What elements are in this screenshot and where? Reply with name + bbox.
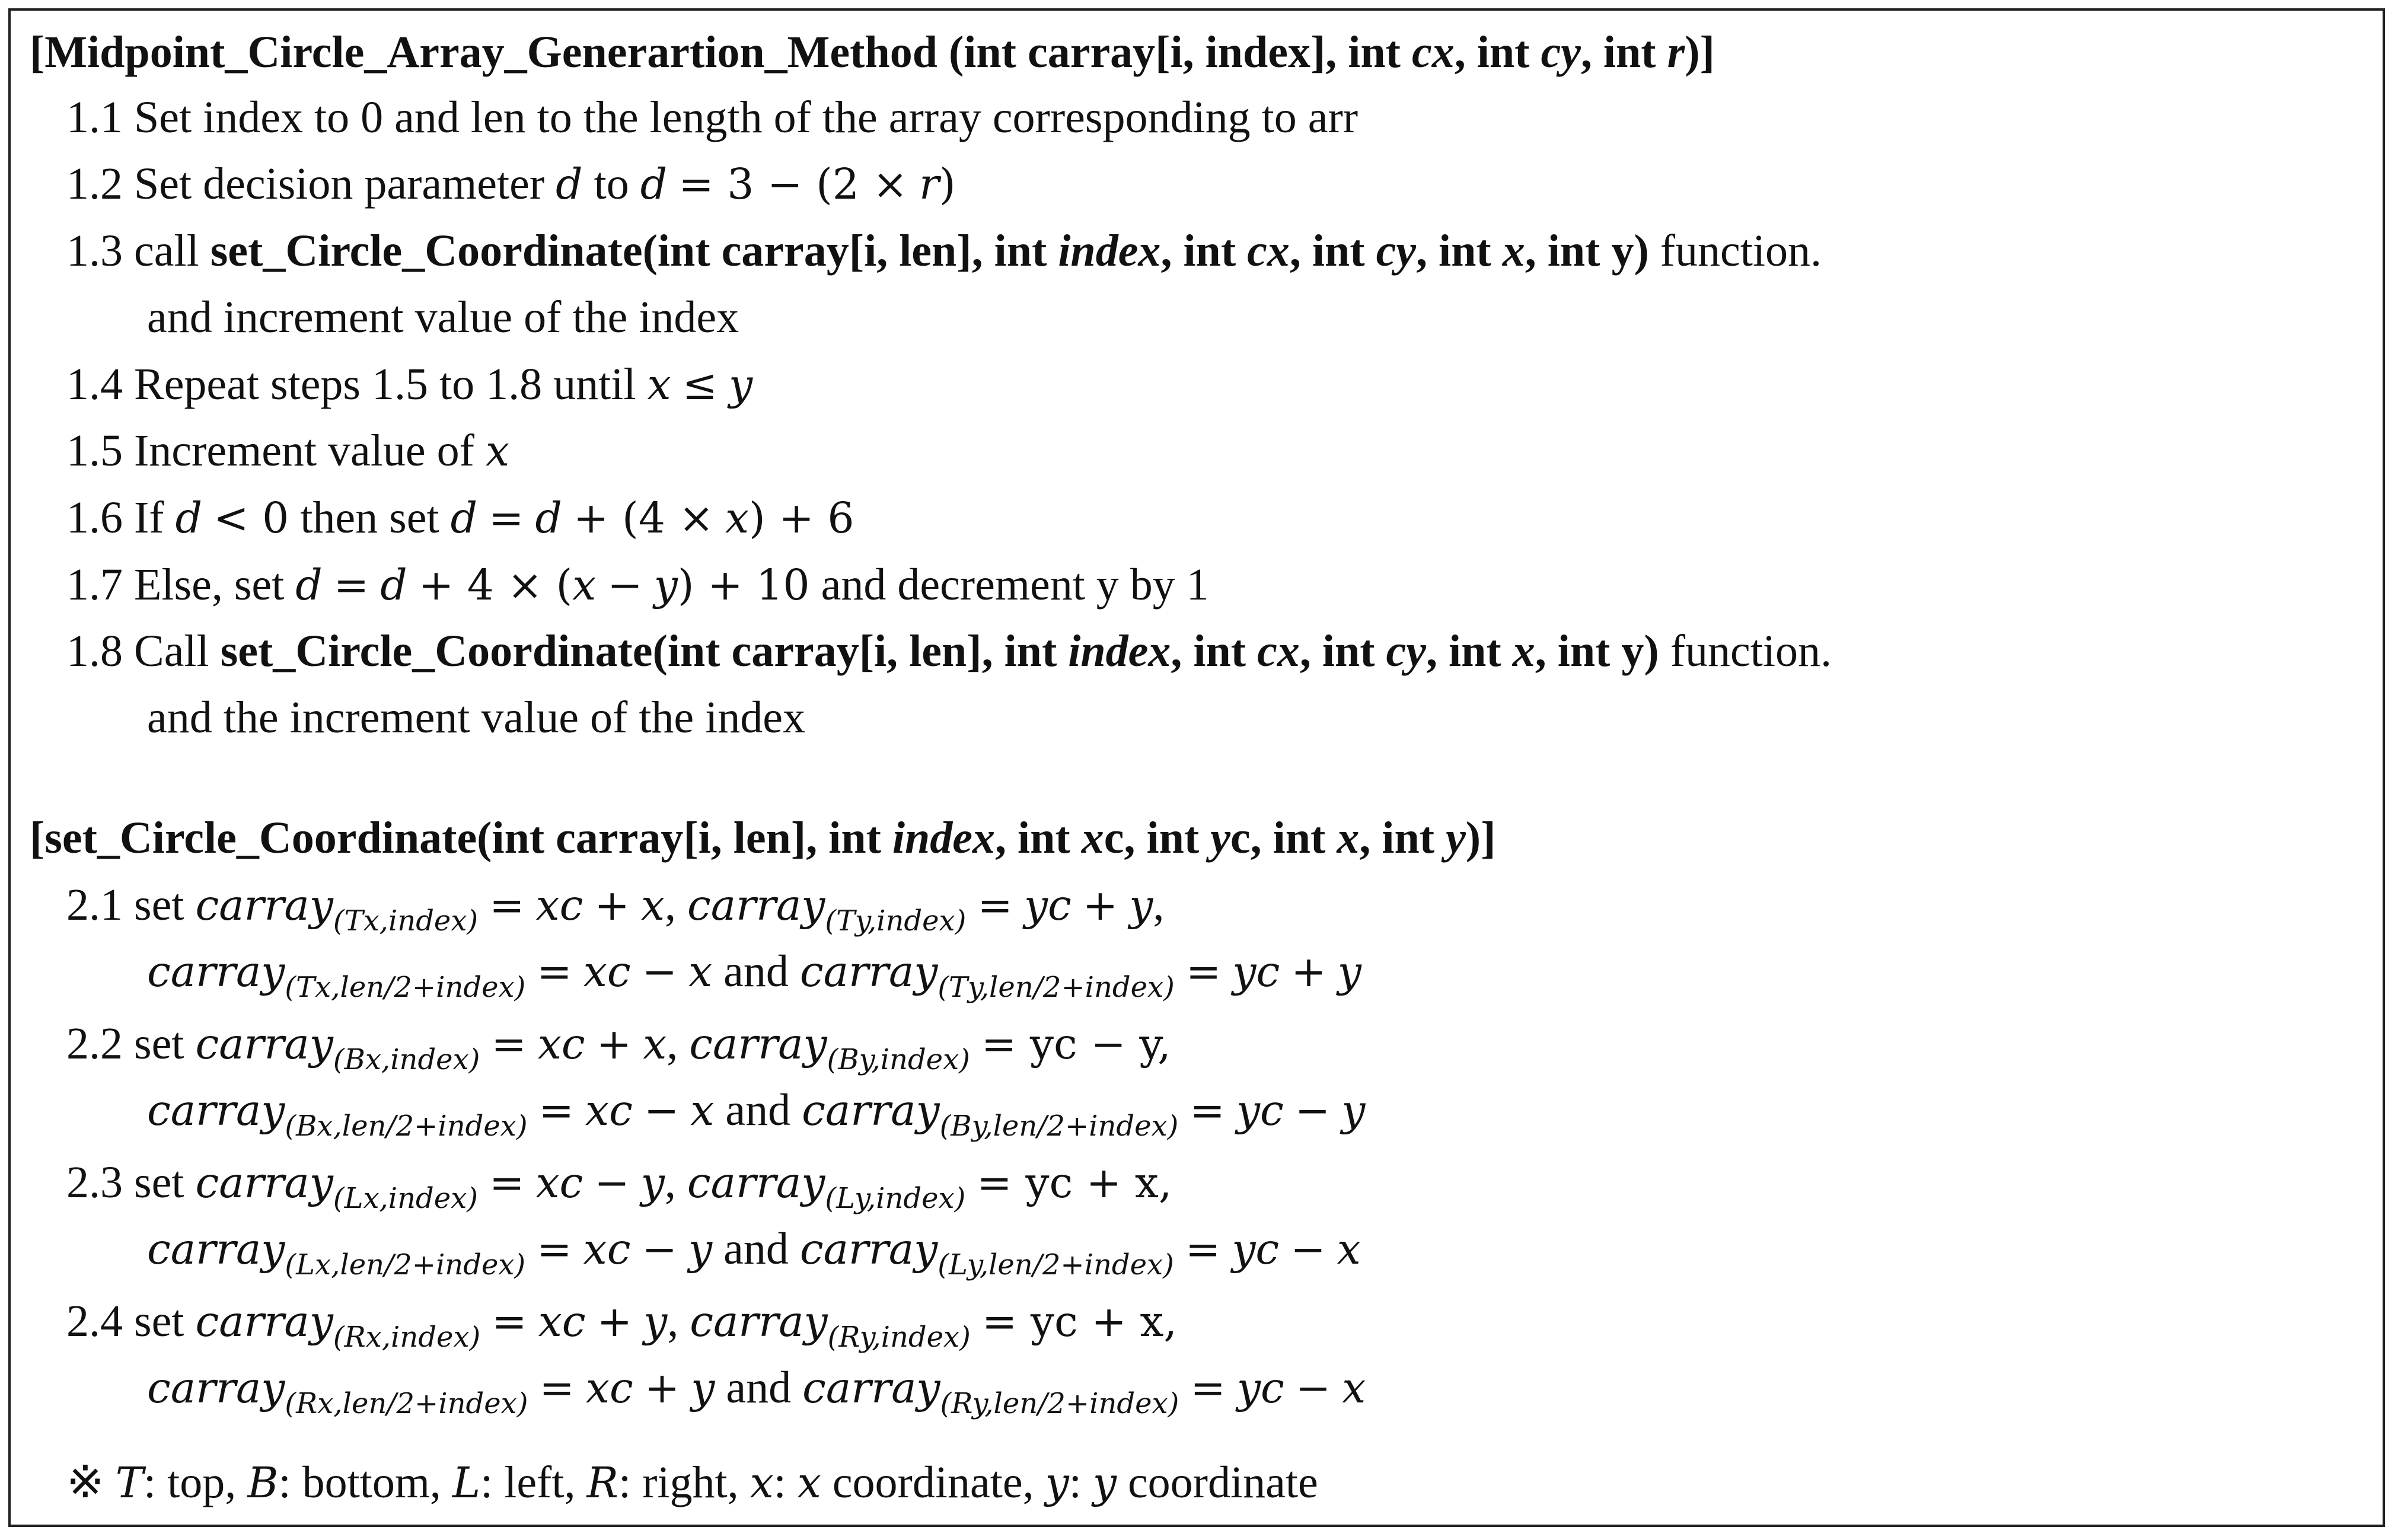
step-1-5: 1.5 Increment value of x (66, 426, 509, 476)
step-1-1: 1.1 Set index to 0 and len to the length of the array corresponding to arr (66, 93, 1359, 142)
step-1-8-cont: and the increment value of the index (147, 693, 806, 742)
step-1-8: 1.8 Call set_Circle_Coordinate(int carray[i, len], int index, int cx, int cy, int x, int y) function. (66, 626, 1832, 676)
legend-note: ※ T: top, B: bottom, L: left, R: right, x: x coordinate, y: y coordinate (66, 1458, 1318, 1507)
step-2-2-cont: carray$_{(Bx,len/2+index)}$ = xc − x and carray$_{(By,len/2+index)}$ = yc − y (147, 1085, 1366, 1143)
algo2-header: [set_Circle_Coordinate(int carray[i, len], int index, int xc, int yc, int x, int y)] (30, 813, 1496, 863)
step-2-1: 2.1 set carray$_{(Tx,index)}$ = xc + x, carray$_{(Ty,index)}$ = yc + y, (66, 880, 1165, 938)
step-1-3: 1.3 call set_Circle_Coordinate(int carray[i, len], int index, int cx, int cy, int x, int y) function. (66, 226, 1822, 276)
step-2-2: 2.2 set carray$_{(Bx,index)}$ = xc + x, carray$_{(By,index)}$ = yc − y, (66, 1019, 1171, 1076)
step-2-4-cont: carray$_{(Rx,len/2+index)}$ = xc + y and carray$_{(Ry,len/2+index)}$ = yc − x (147, 1363, 1366, 1420)
step-2-3: 2.3 set carray$_{(Lx,index)}$ = xc − y, carray$_{(Ly,index)}$ = yc + x, (66, 1158, 1172, 1215)
step-1-6: 1.6 If d < 0 then set d = d + (4 × x) + 6 (66, 493, 854, 543)
step-1-3-cont: and increment value of the index (147, 292, 739, 342)
step-2-1-cont: carray$_{(Tx,len/2+index)}$ = xc − x and carray$_{(Ty,len/2+index)}$ = yc + y (147, 946, 1361, 1004)
step-1-7: 1.7 Else, set d = d + 4 × (x − y) + 10 and decrement y by 1 (66, 560, 1209, 610)
step-1-4: 1.4 Repeat steps 1.5 to 1.8 until x ≤ y (66, 359, 753, 409)
step-2-4: 2.4 set carray$_{(Rx,index)}$ = xc + y, carray$_{(Ry,index)}$ = yc + x, (66, 1296, 1178, 1354)
step-1-2: 1.2 Set decision parameter d to d = 3 − (2 × r) (66, 159, 956, 209)
algo1-header: [Midpoint_Circle_Array_Generartion_Method (int carray[i, index], int cx, int cy, int r)] (30, 27, 1715, 77)
step-2-3-cont: carray$_{(Lx,len/2+index)}$ = xc − y and carray$_{(Ly,len/2+index)}$ = yc − x (147, 1224, 1361, 1281)
